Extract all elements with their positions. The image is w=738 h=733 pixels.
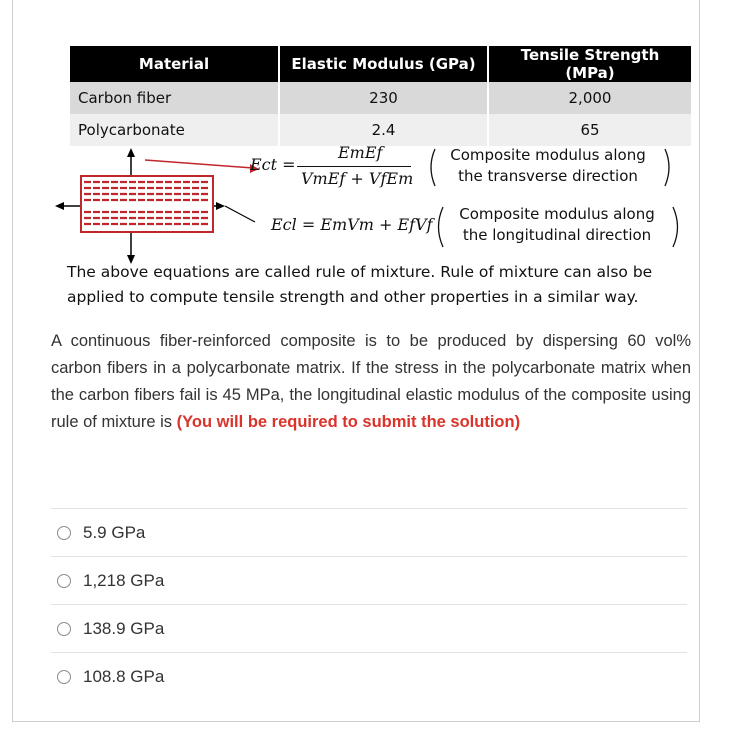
- table-row: [70, 114, 691, 146]
- table-cell: 2.4: [279, 114, 488, 146]
- radio-button[interactable]: [57, 574, 71, 588]
- longitudinal-note-line2: the longitudinal direction: [462, 226, 652, 244]
- answer-label: 5.9 GPa: [83, 522, 146, 542]
- radio-button[interactable]: [57, 670, 71, 684]
- table-header: Tensile Strength (MPa): [488, 46, 691, 82]
- transverse-note-line1: Composite modulus along: [450, 146, 646, 164]
- caption-line: The above equations are called rule of mixture. Rule of mixture can also be: [67, 263, 653, 281]
- transverse-parens: [425, 146, 677, 190]
- radio-button[interactable]: [57, 622, 71, 636]
- table-cell: Polycarbonate: [70, 114, 279, 146]
- table-cell: 230: [279, 82, 488, 114]
- fraction-bar: [297, 166, 411, 167]
- required-note: (You will be required to submit the solution): [176, 413, 521, 431]
- table-cell: 2,000: [488, 82, 691, 114]
- question-figure: [53, 42, 693, 322]
- radio-button[interactable]: [57, 526, 71, 540]
- longitudinal-equation: Ecl = EmVm + EfVf: [271, 215, 433, 234]
- answer-label: 138.9 GPa: [83, 618, 165, 638]
- transverse-denominator: VmEf + VfEm: [301, 169, 414, 188]
- transverse-numerator: EmEf: [338, 143, 383, 162]
- question-card: [12, 0, 700, 722]
- longitudinal-note-line1: Composite modulus along: [459, 205, 655, 223]
- table-row: [70, 82, 691, 114]
- table-header-row: [70, 46, 691, 82]
- answer-option[interactable]: [51, 652, 687, 700]
- composite-fiber-diagram: [53, 146, 263, 266]
- table-header: Elastic Modulus (GPa): [279, 46, 488, 82]
- longitudinal-parens: [433, 204, 683, 250]
- table-header: Material: [70, 46, 279, 82]
- answer-option[interactable]: [51, 556, 687, 604]
- answer-label: 108.8 GPa: [83, 666, 165, 686]
- question-body: A continuous fiber-reinforced composite is to be produced by dispersing 60 vol% carbon fibers in a polycarbonate matrix. If the stress in the polycarbonate matrix when the carbon fibers fail is 45 MPa, the longitudinal elastic modulus of the composite using rule of mixture is: [51, 332, 691, 431]
- answer-option[interactable]: [51, 604, 687, 652]
- transverse-lhs: Ect =: [250, 155, 296, 174]
- question-text: [51, 328, 691, 436]
- answer-label: 1,218 GPa: [83, 570, 165, 590]
- table-cell: Carbon fiber: [70, 82, 279, 114]
- material-properties-table: [70, 46, 691, 146]
- caption-line: applied to compute tensile strength and other properties in a similar way.: [67, 288, 639, 306]
- table-cell: 65: [488, 114, 691, 146]
- answer-option[interactable]: [51, 508, 687, 556]
- transverse-note-line2: the transverse direction: [458, 167, 638, 185]
- answer-options: [51, 508, 687, 700]
- figure-caption: [67, 260, 687, 310]
